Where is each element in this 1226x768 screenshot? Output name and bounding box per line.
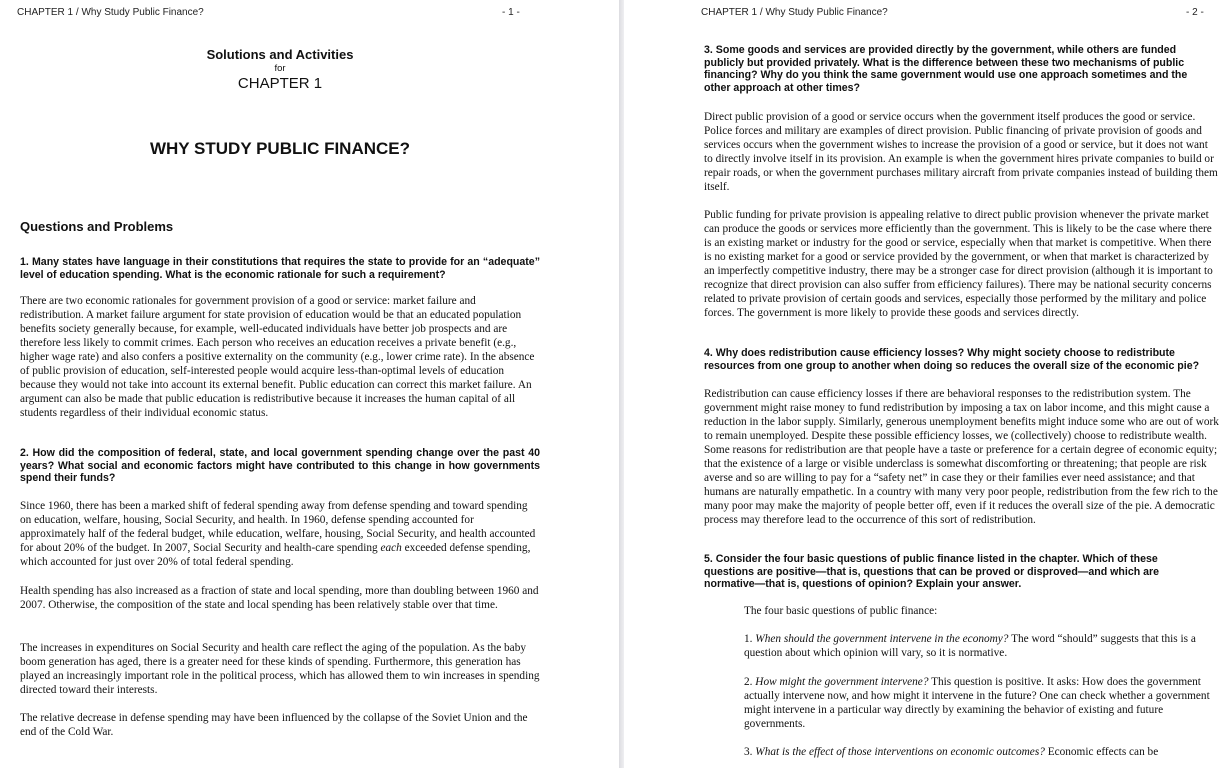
page-number: - 1 - xyxy=(502,7,520,18)
section-heading: Questions and Problems xyxy=(20,219,174,234)
question-2: 2. How did the composition of federal, state, and local government spending change over the past 40 years? What social and economic factors might have contributed to this change in how governments spend their funds? xyxy=(20,447,540,485)
running-header: CHAPTER 1 / Why Study Public Finance? xyxy=(17,7,204,18)
title-line-1: Solutions and Activities xyxy=(206,47,354,62)
answer-2-paragraph-1: Since 1960, there has been a marked shift of federal spending away from defense spending and toward spending on education, welfare, housing, Social Security, and health. In 1960, defense spending accounted for approximately half of the federal budget, while education, welfare, housing, Social Security, and health accounted for about 20% of the budget. In 2007, Social Security and health-care spending each exceeded defense spending, which accounted for just over 20% of total federal spending. xyxy=(20,500,536,568)
answer-3-paragraph-2: Public funding for private provision is appealing relative to direct public provision whenever the private market can produce the goods or services more efficiently than the government. This is likely to be the case where there is an existing market or industry for the good or service, especially when that market is competitive. When there is no existing market for a good or service provided by the government, or when that market is characterized by an imperfectly competitive industry, there may be a stronger case for direct provision (although it is important to recognize that direct provision can also suffer from efficiency failures). There may be national security concerns related to private provision of certain goods and services, especially those performed by the military and police forces. The government is more likely to provide these goods and services directly. xyxy=(704,209,1213,319)
list-item: 2. How might the government intervene? This question is positive. It asks: How does the government actually intervene now, and how might it intervene in the future? One can check whether a government might intervene in a particular way directly by examining the behavior of existing and future governments. xyxy=(744,676,1210,730)
question-4: 4. Why does redistribution cause efficiency losses? Why might society choose to redistribute resources from one group to another when doing so reduces the overall size of the economic pie? xyxy=(704,347,1200,372)
question-5: 5. Consider the four basic questions of public finance listed in the chapter. Which of these questions are positive—that is, questions that can be proved or disproved—and which are normative—that is, questions of opinion? Explain your answer. xyxy=(704,553,1160,591)
answer-2-paragraph-2: Health spending has also increased as a fraction of state and local spending, more than doubling between 1960 and 2007. Otherwise, the composition of the state and local spending has been relatively stable over that time. xyxy=(20,585,539,611)
title-line-2: for xyxy=(274,63,286,74)
answer-3-paragraph-1: Direct public provision of a good or service occurs when the government itself produces the good or service. Police forces and military are examples of direct provision. Public financing of private provision of goods and services occurs when the government wishes to increase the provision of a good or service, but it does not want to directly involve itself in its provision. An example is when the government hires private companies to build or repair roads, or when the government purchases military aircraft from private companies instead of building them itself. xyxy=(704,111,1218,193)
answer-4: Redistribution can cause efficiency losses if there are behavioral responses to the redistribution system. The government might raise money to fund redistribution by imposing a tax on labor income, and this might cause a reduction in the labor supply. Similarly, generous unemployment benefits might induce some who are out of work to remain unemployed. Despite these possible efficiency losses, we (collectively) choose to redistribute wealth. Some reasons for redistribution are that people have a taste or preference for a certain degree of economic equity; that the existence of a large or visible underclass is somewhat discomforting or threatening; that people are risk averse and so are willing to pay for a “safety net” in case they or their families ever need assistance; and that humans are naturally empathetic. In a country with many very poor people, redistribution from the few rich to the many poor may make the majority of people better off, even if it reduces the overall size of the pie. A democratic process may therefore lead to the occurrence of this sort of redistribution. xyxy=(704,388,1219,526)
page-number: - 2 - xyxy=(1186,7,1204,18)
answer-1: There are two economic rationales for government provision of a good or service: market failure and redistribution. A market failure argument for state provision of education would be that an educated population benefits society generally because, for example, well-educated individuals have better job prospects and are therefore less likely to commit crimes. Each person who receives an education receives a private benefit (e.g., higher wage rate) and also confers a positive externality on the community (e.g., lower crime rate). In the absence of public provision of education, self-interested people would acquire less-than-optimal levels of education because they would not take into account its external benefit. Public education can correct this market failure. An argument can also be made that public education is redistributive because it increases the human capital of all students regardless of their individual economic status. xyxy=(20,295,535,419)
running-header: CHAPTER 1 / Why Study Public Finance? xyxy=(701,7,888,18)
question-3: 3. Some goods and services are provided directly by the government, while others are funded publicly but provided privately. What is the difference between these two mechanisms of public financing? Why do you think the same government would use one approach sometimes and the other approach at other times? xyxy=(704,44,1188,94)
right-page xyxy=(624,0,1226,768)
answer-5-intro: The four basic questions of public finance: xyxy=(744,605,938,617)
answer-2-paragraph-3: The increases in expenditures on Social Security and health care reflect the aging of the population. As the baby boom generation has aged, there is a greater need for these kinds of spending. Furthermore, this generation has played an increasingly important role in the political process, which has allowed them to win increases in spending directed toward their interests. xyxy=(20,642,540,696)
title-line-3: CHAPTER 1 xyxy=(237,75,323,92)
list-item: 3. What is the effect of those interventions on economic outcomes? Economic effects can be xyxy=(744,746,1159,758)
question-1: 1. Many states have language in their constitutions that requires the state to provide for an “adequate” level of education spending. What is the economic rationale for such a requirement? xyxy=(20,256,540,281)
answer-2-paragraph-4: The relative decrease in defense spending may have been influenced by the collapse of the Soviet Union and the end of the Cold War. xyxy=(20,712,528,738)
chapter-title: WHY STUDY PUBLIC FINANCE? xyxy=(149,139,411,158)
list-item: 1. When should the government intervene in the economy? The word “should” suggests that this is a question about which opinion will vary, so it is normative. xyxy=(744,633,1196,659)
